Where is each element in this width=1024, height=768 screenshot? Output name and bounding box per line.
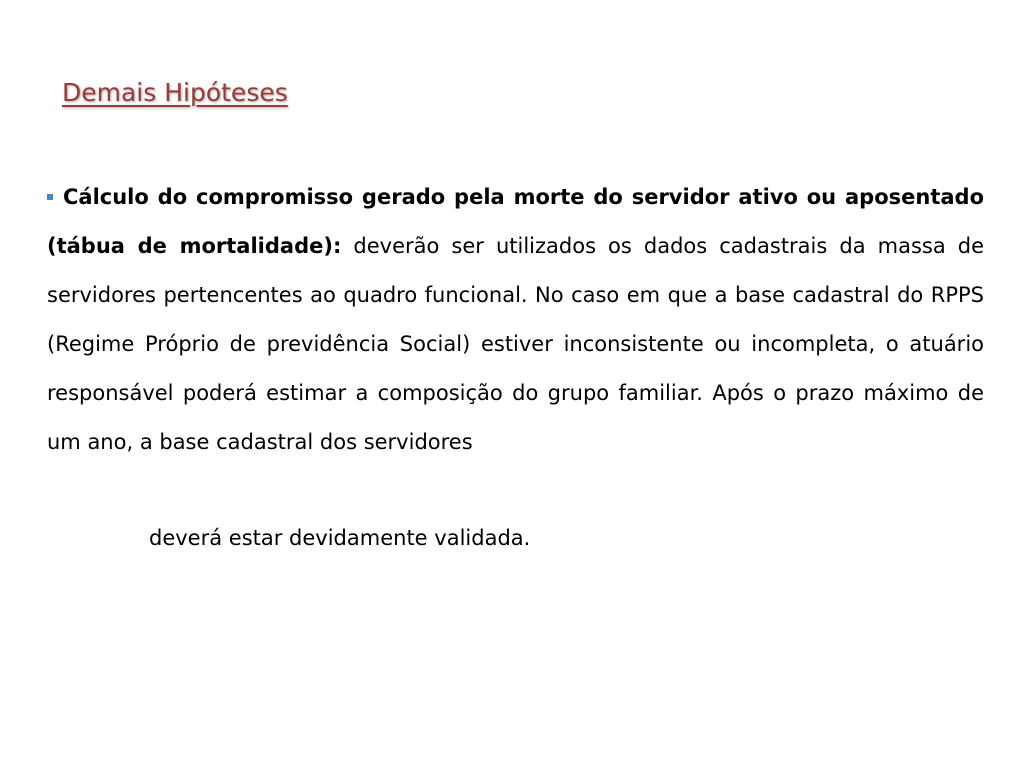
paragraph-last-line: deverá estar devidamente validada. [149, 526, 531, 550]
slide-title: Demais Hipóteses [62, 78, 288, 107]
body-text: deverão ser utilizados os dados cadastrais da massa de servidores pertencentes ao quadro funcional. No caso em que a base cadastral do RPPS (Regime Próprio de previdência Social) estiver inconsistente ou incompleta, o atuário responsável poderá estimar a composição do grupo familiar. Após o prazo máximo de um ano, a base cadastral dos servidores [47, 234, 984, 454]
bullet-paragraph [47, 173, 984, 467]
bold-lead-text: Cálculo do compromisso gerado pela morte do servidor ativo ou aposentado (tábua de mortalidade): [47, 185, 984, 258]
square-bullet-icon [47, 194, 53, 200]
